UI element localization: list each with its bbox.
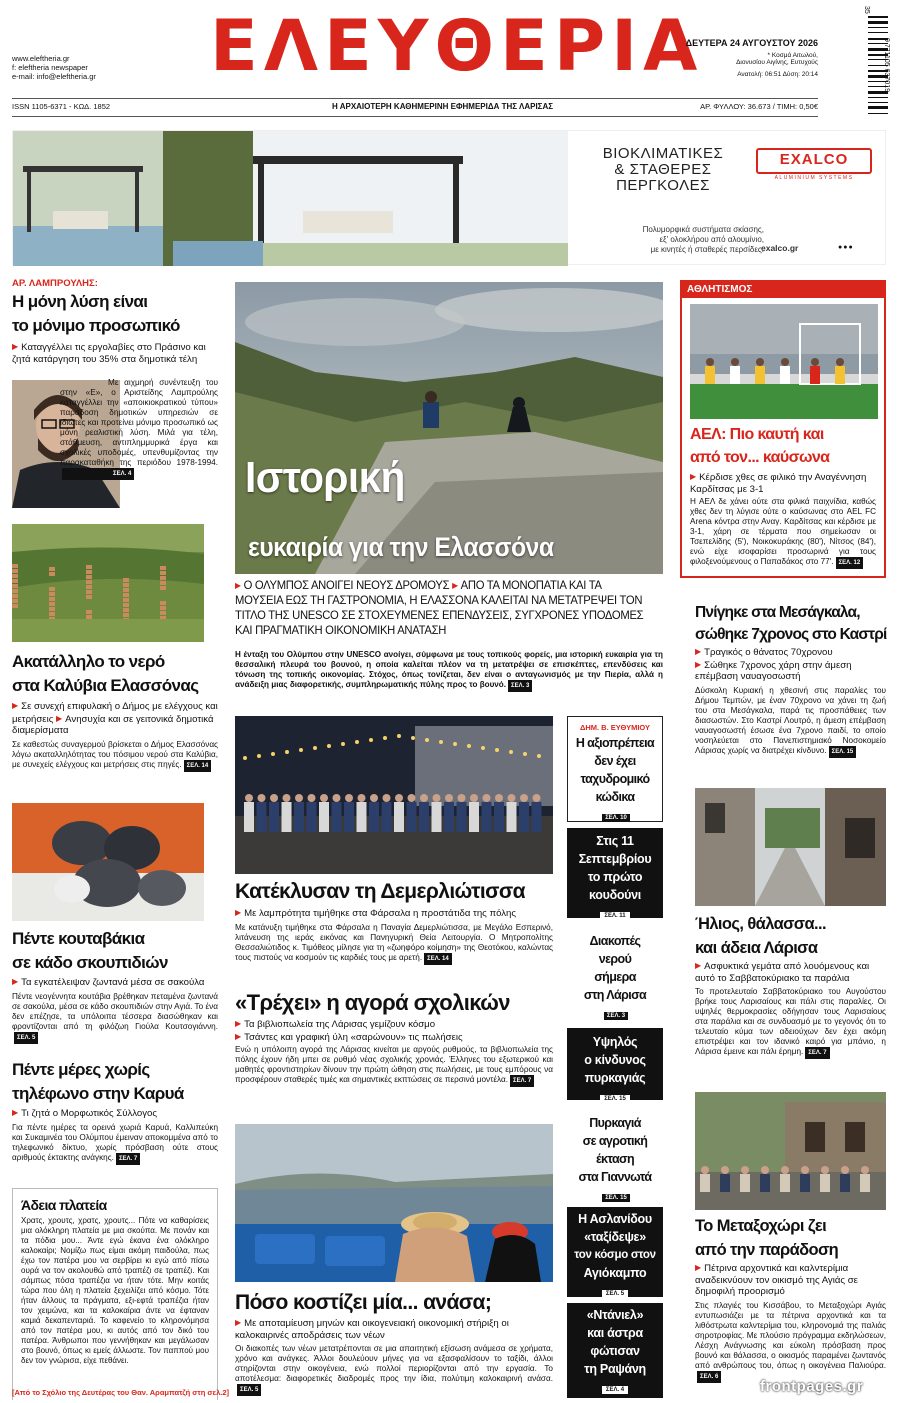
- article-empty-larissa[interactable]: [695, 912, 886, 1059]
- page-ref: ΣΕΛ. 7: [510, 1075, 534, 1087]
- empty-street-photo: [695, 788, 886, 906]
- subheadline: [12, 700, 218, 737]
- saints-line: Διονυσίου Αιγίνης, Ευτυχούς: [736, 59, 818, 66]
- brief-title: [567, 1114, 663, 1186]
- puppies-photo: [12, 803, 204, 921]
- article-puppies[interactable]: [12, 927, 218, 1044]
- kalyvia-aerial-photo: [12, 524, 204, 642]
- exalco-logo-sub: ALUMINIUM SYSTEMS: [774, 175, 854, 181]
- brief-title: [568, 734, 662, 806]
- brief-line: νερού: [598, 952, 632, 966]
- brief-line: «Ντάνιελ»: [586, 1308, 644, 1322]
- brief-giannota-fire[interactable]: [567, 1112, 663, 1200]
- article-school-market[interactable]: [235, 988, 553, 1087]
- headline-line: ΑΕΛ: Πιο καυτή και: [690, 426, 824, 443]
- brief-line: πυρκαγιάς: [584, 1071, 646, 1085]
- ad-text-line: Πολυμορφικά συστήματα σκίασης,: [642, 225, 764, 234]
- body-text: Το προτελευταίο Σαββατοκύριακο του Αυγούστου βρήκε τους Λαρισαίους και πάλι στις παραλίες. Οι υψηλές θερμοκρασίες οδήγησαν τους Λαρισαίους στα παράλια και σε συνδυασμό με το γεγονός ότι το τελευταίο κύμα των αδειούχων δεν έχει ακόμη επιστρέψει και τον ιδανικό καιρό για μπάνιο, η Λάρισα έμεινε και πάλι έρημη.: [695, 987, 886, 1056]
- article-body: [12, 992, 218, 1044]
- brief-line: Διακοπές: [589, 934, 641, 948]
- subheadline: ▶ Ασφυκτικά γεμάτα από λουόμενους και αυτό το Σαββατοκύριακο τα παράλια: [695, 960, 886, 984]
- sports-box[interactable]: [680, 280, 886, 578]
- brief-fire-risk[interactable]: [567, 1028, 663, 1100]
- headline-line: Η μόνη λύση είναι: [12, 292, 148, 311]
- lead-headline-1: Ιστορική: [245, 453, 405, 502]
- masthead-rule: [12, 98, 818, 99]
- brief-line: Αγιόκαμπο: [583, 1266, 647, 1280]
- lead-sub-part: ▶ Ο ΟΛΥΜΠΟΣ ΑΝΟΙΓΕΙ ΝΕΟΥΣ ΔΡΟΜΟΥΣ: [235, 579, 449, 592]
- page-ref: ΣΕΛ. 3: [508, 680, 532, 692]
- page-ref: ΣΕΛ. 12: [836, 557, 864, 569]
- page-ref: ΣΕΛ. 4: [62, 468, 134, 480]
- issn: ISSN 1105-6371 - ΚΩΔ. 1852: [12, 102, 111, 111]
- headline: [12, 290, 218, 338]
- brief-line: Πυρκαγιά: [589, 1116, 641, 1130]
- headline: [12, 650, 218, 698]
- ad-text-line: με κινητές ή σταθερές περσίδες.: [650, 245, 764, 254]
- subheadline-part: ▶ Σώθηκε 7χρονος χάρη στην άμεση επέμβαση ναυαγοσωστή: [695, 659, 886, 683]
- issue-date: ΔΕΥΤΕΡΑ 24 ΑΥΓΟΥΣΤΟΥ 2026: [685, 38, 818, 48]
- page-ref: ΣΕΛ. 3: [604, 1012, 628, 1020]
- headline: [695, 602, 886, 646]
- website-link[interactable]: www.eleftheria.gr: [12, 54, 70, 63]
- column-adeia-plateia[interactable]: [12, 1188, 218, 1400]
- subheadline: [695, 646, 886, 683]
- headline-line: σώθηκε 7χρονος στο Καστρί: [695, 626, 887, 643]
- article-body: [60, 378, 218, 480]
- body-text: Η ένταξη του Ολύμπου στην UNESCO ανοίγει, σύμφωνα με τους τοπικούς φορείς, μια ιστορική ευκαιρία για τη θεσσαλική πλευρά του βουνού, η οποία καλείται πλέον να τη μετατρέψει σε επισκέπτες, επενδύσεις και τόνωση της τοπικής οικονομίας. Στόχος, όπως τονίζεται, δεν είναι ο ανταγωνισμός με την Πιερία, αλλά η ανάδειξη μιας διαφορετικής, συμπληρωματικής πύλης προς το βουνό.: [235, 650, 663, 689]
- ad-headline-line: ΠΕΡΓΚΟΛΕΣ: [616, 177, 710, 194]
- date-block: [670, 38, 818, 78]
- headline-line: Πέντε μέρες χωρίς: [12, 1060, 150, 1079]
- headline-line: και άδεια Λάρισα: [695, 939, 818, 957]
- headline: [12, 927, 218, 975]
- article-body: [235, 923, 553, 965]
- brief-school-bell[interactable]: [567, 828, 663, 918]
- headline: «Τρέχει» η αγορά σχολικών: [235, 990, 510, 1015]
- brief-aslanidou[interactable]: [567, 1207, 663, 1297]
- brief-line: Η αξιοπρέπεια: [575, 736, 655, 750]
- saints-line: * Κοσμά Αιτωλού,: [767, 52, 818, 59]
- masthead-rule: [12, 116, 818, 117]
- barcode-digits: 9 771105 637019: [883, 38, 890, 92]
- pergola-photo: [13, 131, 568, 266]
- brief-rapsani[interactable]: [567, 1303, 663, 1398]
- brief-line: φώτισαν: [590, 1344, 640, 1358]
- page-ref: ΣΕΛ. 14: [424, 953, 452, 965]
- page-ref: ΣΕΛ. 15: [600, 1095, 630, 1103]
- exalco-logo: EXALCO: [756, 148, 872, 174]
- brief-line: κουδούνι: [589, 888, 641, 902]
- brief-dignity[interactable]: [567, 716, 663, 822]
- tagline: Η ΑΡΧΑΙΟΤΕΡΗ ΚΑΘΗΜΕΡΙΝΗ ΕΦΗΜΕΡΙΔΑ ΤΗΣ ΛΑΡΙΣΑΣ: [332, 102, 554, 111]
- brief-line: σήμερα: [594, 970, 636, 984]
- article-body: [12, 1123, 218, 1165]
- brief-line: και άστρα: [587, 1326, 643, 1340]
- body-text: Ενώ η υπόλοιπη αγορά της Λάρισας κινείται με αργούς ρυθμούς, τα βιβλιοπωλεία της πόλης έχουν ήδη μπει σε ρυθμό νέας σχολικής χρονιάς. Έλληνες του εξωτερικού και μαθητές φροντιστηρίων δίνουν την πρώτη ώθηση στις πωλήσεις, με τους εμπόρους να προσφέρουν σταθερές τιμές και σημαντικές εκπτώσεις σε περσινά μοντέλα.: [235, 1045, 553, 1084]
- brief-kicker: ΔΗΜ. Β. ΕΥΘΥΜΙΟΥ: [579, 723, 651, 732]
- brief-line: στη Λάρισα: [583, 988, 647, 1002]
- page-ref: ΣΕΛ. 10: [602, 814, 630, 822]
- section-label: ΑΘΛΗΤΙΣΜΟΣ: [682, 282, 884, 298]
- headline-line: Το Μεταξοχώρι ζει: [695, 1217, 827, 1235]
- body-text: Με κατάνυξη τιμήθηκε στα Φάρσαλα η Παναγία Δεμερλιώτισσα, με Μεγάλο Εσπερινό, λιτάνευση της ιεράς εικόνας και Πανηγυρική Θεία Λειτουργία. Ο Μητροπολίτης Θεσσαλιώτιδος κ. Τιμόθεος μίλησε για τη «ζωηφόρο κοίμηση» της Θεοτόκου, καλώντας τους πιστούς να κοσμούν τις καρδιές τους με αρετή.: [235, 922, 553, 962]
- brief-line: ο κίνδυνος: [584, 1053, 646, 1067]
- headline-line: τηλέφωνο στην Καρυά: [12, 1084, 184, 1103]
- masthead-title: ΕΛΕΥΘΕΡΙΑ: [210, 5, 704, 87]
- brief-line: ταχυδρομικό: [580, 772, 650, 786]
- issue-number: ΑΡ. ΦΥΛΛΟΥ: 36.673 / ΤΙΜΗ: 0,50€: [700, 102, 818, 111]
- body-text: Στις πλαγιές του Κισσάβου, το Μεταξοχώρι Αγιάς εντυπωσιάζει με τα πέτρινα αρχοντικά και τα λιθόστρωτα καλντερίμια του, κληρονομιά της παλιάς σηροτροφίας. Με πλούσιο πρόγραμμα εκδηλώσεων, Λέσχη Ανάγνωσης και εύκολη πρόσβαση προς βουνό και θάλασσα, ο οικισμός παραμένει ζωντανός από ανθρώπους του, όπως η οικογένεια Παλιούρα.: [695, 1300, 886, 1370]
- article-body: [235, 1344, 553, 1396]
- headline-line: Πέντε κουταβάκια: [12, 929, 145, 948]
- ad-headline: [573, 146, 753, 194]
- lead-body: [235, 650, 663, 692]
- brief-line: τον κόσμο στον: [574, 1249, 656, 1261]
- headline-line: σε κάδο σκουπιδιών: [12, 953, 168, 972]
- subheadline-part: ▶ Σε συνεχή επιφυλακή ο Δήμος με ελέγχους και μετρήσεις: [12, 701, 218, 725]
- ad-text: [568, 225, 764, 255]
- demerliotissa-photo: [235, 716, 553, 874]
- subheadline-part: ▶ Τα βιβλιοπωλεία της Λάρισας γεμίζουν κόσμο: [235, 1018, 553, 1031]
- article-drowning[interactable]: [695, 602, 886, 758]
- subheadline: ▶ Κέρδισε χθες σε φιλικό την Αναγέννηση Καρδίτσας με 3-1: [682, 469, 884, 495]
- page-ref: ΣΕΛ. 7: [805, 1047, 829, 1059]
- brief-line: κώδικα: [595, 790, 635, 804]
- page-ref: ΣΕΛ. 5: [237, 1384, 261, 1396]
- body-text: Πέντε νεογέννητα κουτάβια βρέθηκαν πεταμένα ζωντανά σε σακούλα, μέσα σε κάδο σκουπιδιών στην Αγιά. Το ένα δεν επέζησε, τα υπόλοιπα τέσσερα διασώθηκαν και φροντίζονται από τη φιλόζωη Γιούλα Κουτσογιάννη.: [12, 991, 218, 1031]
- column-title: Άδεια πλατεία: [21, 1197, 107, 1213]
- metaxochori-photo: [695, 1092, 886, 1210]
- brief-line: έκταση: [595, 1152, 635, 1166]
- subheadline-part: ▶ Ανησυχία και σε γειτονικά δημοτικά διαμερίσματα: [12, 714, 214, 737]
- body-text: Δύσκολη Κυριακή η χθεσινή στις παραλίες του Δήμου Τεμπών, με έναν 70χρονο να χάνει τη ζωή του στα Μεσάγκαλα, παρά τις προσπάθειες των διασωστών. Στο Καστρί Λουτρό, η άμεση επέμβαση ναυαγοσωστή έσωσε ένα 7χρονο παιδί, το οποίο νοσηλεύεται στο Πανεπιστημιακό Νοσοκομείο Λάρισας χωρίς να διατρέχει κίνδυνο.: [695, 685, 886, 755]
- column-footer: [Από το Σχόλιο της Δευτέρας του Θαν. Αραμπατζή στη σελ.2]: [12, 1388, 229, 1397]
- subheadline: ▶ Καταγγέλλει τις εργολαβίες στο Πράσινο και ζητά κατάργηση του 35% στα δημοτικά τέλη: [12, 341, 218, 365]
- headline: Πόσο κοστίζει μία... ανάσα;: [235, 1291, 492, 1314]
- brief-line: Στις 11: [596, 834, 634, 848]
- article-karya-phones[interactable]: [12, 1058, 218, 1165]
- headline: [695, 912, 886, 960]
- headline: [682, 419, 884, 469]
- ad-url[interactable]: exalco.gr: [761, 243, 799, 253]
- ferry-photo: [235, 1124, 553, 1282]
- brief-line: στα Γιαννωτά: [578, 1170, 652, 1184]
- brief-line: Η Ασλανίδου: [578, 1212, 652, 1226]
- article-youth-vacations[interactable]: [235, 1290, 553, 1396]
- article-body: [695, 987, 886, 1059]
- lead-headline-2: ευκαιρία για την Ελασσόνα: [248, 532, 554, 562]
- page-ref: ΣΕΛ. 7: [116, 1153, 140, 1165]
- article-body: [695, 686, 886, 758]
- page-ref: ΣΕΛ. 5: [602, 1290, 628, 1298]
- column-body: Χρατς, χρουτς, χρατς, χρουτς... Πότε να καθαρίσεις μια ολόκληρη πλατεία με μια σκούπα. Με πονάν και τα πόδια μου... Άντε εγώ έκανα ένα ολόκληρο καλοκαίρι; Νομίζω πως είμαι ακόμη παιδούλα, πως έχω τον πατέρα μου να σερβίρει κι εγώ από πίσω ουρά να τον ακολουθώ από τραπέζι σε τραπέζι. Και σάμπως πόσα τραπέζια να ήταν τότε. Μην κοιτάς τώρα που όλη η πλατεία ξεχειλίζει από κόσμο. Τότε ήταν άλλους τα πράγματα, εξι-εφτά τραπέζια ήταν τον χειμώνα, και τα καλοκαίρια άντε να έφταναν καμιά δεκαπενταριά. Το καφενείο το κληρονόμησα από τον πατέρα μου, κι αυτός από τον δικό του πατέρα. Άνθρωποι που γεννήθηκαν και μεγάλωσαν στο βουνό, όπως κι εμείς άλλωστε. Τον παππού μου δεν τον γνώρισα, είχε πεθάνει.: [21, 1216, 209, 1365]
- page-ref: ΣΕΛ. 5: [14, 1032, 38, 1044]
- brief-water-cuts[interactable]: [567, 928, 663, 1018]
- page-ref: ΣΕΛ. 15: [829, 746, 857, 758]
- body-text: Οι διακοπές των νέων μετατρέπονται σε μια απαιτητική εξίσωση ανάμεσα σε χρήματα, χρόνο και ανάγκες. Άλλοι δουλεύουν μήνες για να εξασφαλίσουν το ταξίδι, άλλοι στηρίζονται στην οικογένεια, ενώ πολλοί περιορίζονται από την εργασία. Το αποτέλεσμα: διαφορετικές διαδρομές προς την ίδια, πολύτιμη καλοκαιρινή ανάσα.: [235, 1344, 553, 1383]
- page-ref: ΣΕΛ. 6: [697, 1371, 721, 1383]
- ael-match-photo: [690, 304, 878, 419]
- subheadline: ▶ Πέτρινα αρχοντικά και καλντερίμια αναδεικνύουν τον οικισμό της Αγιάς σε δημοφιλή προορισμό: [695, 1262, 886, 1298]
- barcode-issue: 35: [863, 6, 870, 14]
- subheadline: ▶ Τι ζητά ο Μορφωτικός Σύλλογος: [12, 1107, 218, 1120]
- headline-line: από την παράδοση: [695, 1241, 839, 1259]
- page-ref: ΣΕΛ. 11: [600, 912, 629, 920]
- social-icons: ●●●: [838, 244, 854, 251]
- article-body: [235, 1045, 553, 1087]
- email-link[interactable]: e-mail: info@eleftheria.gr: [12, 72, 96, 81]
- headline-line: Πνίγηκε στα Μεσάγκαλα,: [695, 604, 860, 621]
- subheadline-part: ▶ Τσάντες και γραφική ύλη «σαρώνουν» τις πωλήσεις: [235, 1031, 553, 1044]
- headline-line: Ήλιος, θάλασσα...: [695, 915, 826, 933]
- headline: [12, 1058, 218, 1106]
- subheadline: ▶ Με αποταμίευση μηνών και οικογενειακή οικονομική στήριξη οι καλοκαιρινές αποδράσεις των νέων: [235, 1317, 553, 1341]
- page-ref: ΣΕΛ. 14: [184, 760, 212, 772]
- article-metaxochori[interactable]: [695, 1214, 886, 1397]
- lead-subheadline: [235, 578, 650, 638]
- subheadline-part: ▶ Τραγικός ο θάνατος 70χρονου: [695, 646, 886, 659]
- brief-line: Σεπτεμβρίου: [578, 852, 652, 866]
- ad-text-line: εξ' ολοκλήρου από αλουμίνιο,: [659, 235, 764, 244]
- brief-line: το πρώτο: [587, 870, 643, 884]
- subheadline: [235, 1018, 553, 1043]
- headline-line: από τον... καύσωνα: [690, 449, 830, 466]
- page-ref: ΣΕΛ. 15: [602, 1194, 630, 1202]
- headline-line: Ακατάλληλο το νερό: [12, 652, 165, 671]
- contact-block: [12, 54, 152, 81]
- brief-title: [567, 932, 663, 1004]
- brief-line: δεν έχει: [594, 754, 636, 768]
- sunrise-sunset: Ανατολή: 06:51 Δύση: 20:14: [737, 71, 818, 78]
- ad-banner[interactable]: [12, 130, 886, 265]
- body-text: Σε καθεστώς συναγερμού βρίσκεται ο Δήμος Ελασσόνας λόγω ακαταλληλότητας του πόσιμου νερού στα Καλύβια, με συνεχείς ελέγχους και μετρήσεις στις πηγές.: [12, 739, 218, 769]
- ad-headline-line: ΒΙΟΚΛΙΜΑΤΙΚΕΣ: [602, 145, 724, 162]
- masthead-info-bar: [12, 102, 818, 114]
- body-text: Για πέντε ημέρες τα ορεινά χωριά Καρυά, Καλλιπεύκη και Συκαμινέα του Ολύμπου έμειναν αποκομμένα από το τηλεφωνικό δίκτυο, χωρίς πρόσβαση ούτε στους αριθμούς έκτακτης ανάγκης.: [12, 1122, 218, 1162]
- article-body: [12, 740, 218, 772]
- watermark: frontpages.gr: [760, 1378, 864, 1395]
- body-text: Η ΑΕΛ δε χάνει ούτε στα φιλικά παιχνίδια, καθώς χθες δεν τη λύγισε ούτε ο καύσωνας στο AEL FC Arena κόντρα στην Αναγ. Καρδίτσας και κέρδισε με 3-1, χάρη σε τέρματα που σημείωσαν οι Τσεπελίδης (5'), Νοικοκυράκης (80'), Νίτσος (84'), ενώ είχε ισοφαρίσει προσωρινά για τους φιλοξενούμενους ο Παπαδάκος στο 77'.: [690, 497, 876, 566]
- facebook-link[interactable]: f: eleftheria newspaper: [12, 63, 88, 72]
- brief-line: σε αγροτική: [582, 1134, 648, 1148]
- kicker: ΑΡ. ΛΑΜΠΡΟΥΛΗΣ:: [12, 278, 98, 289]
- headline-line: το μόνιμο προσωπικό: [12, 316, 180, 335]
- headline: [695, 1214, 886, 1262]
- ad-headline-line: & ΣΤΑΘΕΡΕΣ: [614, 161, 712, 178]
- article-demerliotissa[interactable]: [235, 878, 553, 965]
- brief-line: «ταξίδεψε»: [584, 1230, 646, 1244]
- headline-line: στα Καλύβια Ελασσόνας: [12, 676, 199, 695]
- article-lamproulis[interactable]: [12, 278, 218, 365]
- brief-line: Υψηλός: [592, 1035, 638, 1049]
- lead-sub-part: ▶ ΑΠΟ ΤΑ ΜΟΝΟΠΑΤΙΑ ΚΑΙ ΤΑ ΜΟΥΣΕΙΑ ΕΩΣ ΤΗ ΓΑΣΤΡΟΝΟΜΙΑ, Η ΕΛΑΣΣΟΝΑ ΚΑΛΕΙΤΑΙ ΝΑ ΜΕΤΑΤΡΕΨΕΙ ΤΟΝ ΤΙΤΛΟ ΤΗΣ UNESCO ΣΕ ΣΤΟΧΕΥΜΕΝΕΣ ΕΠΕΝΔΥΣΕΙΣ, ΣΥΓΧΡΟΝΕΣ ΥΠΟΔΟΜΕΣ ΚΑΙ ΠΡΑΓΜΑΤΙΚΗ ΟΙΚΟΝΟΜΙΚΗ ΑΝΑΤΑΣΗ: [235, 579, 643, 637]
- subheadline: ▶ Με λαμπρότητα τιμήθηκε στα Φάρσαλα η προστάτιδα της πόλης: [235, 907, 553, 920]
- headline: Κατέκλυσαν τη Δεμερλιώτισσα: [235, 880, 525, 903]
- subheadline: ▶ Τα εγκατέλειψαν ζωντανά μέσα σε σακούλα: [12, 976, 218, 989]
- body-text: Με αιχμηρή συνέντευξη του στην «Ε», ο Αριστείδης Λαμπρούλης καταγγέλλει την «αποικιοκρατικού τύπου» παράδοση δημοτικών υπηρεσιών σε ιδιώτες και προτείνει μόνιμο προσωπικό ως μόνη ρεαλιστική λύση. Μιλά για τέλη, στάθμευση, αντιπλημμυρικά έργα και σχολικές υποδομές, υπενθυμίζοντας την παρακαταθήκη της περιόδου 1978-1994.: [60, 378, 218, 467]
- article-kalyvia-water[interactable]: [12, 650, 218, 772]
- page-ref: ΣΕΛ. 4: [602, 1386, 628, 1394]
- brief-line: τη Ραψάνη: [584, 1362, 646, 1376]
- article-body: [682, 495, 884, 569]
